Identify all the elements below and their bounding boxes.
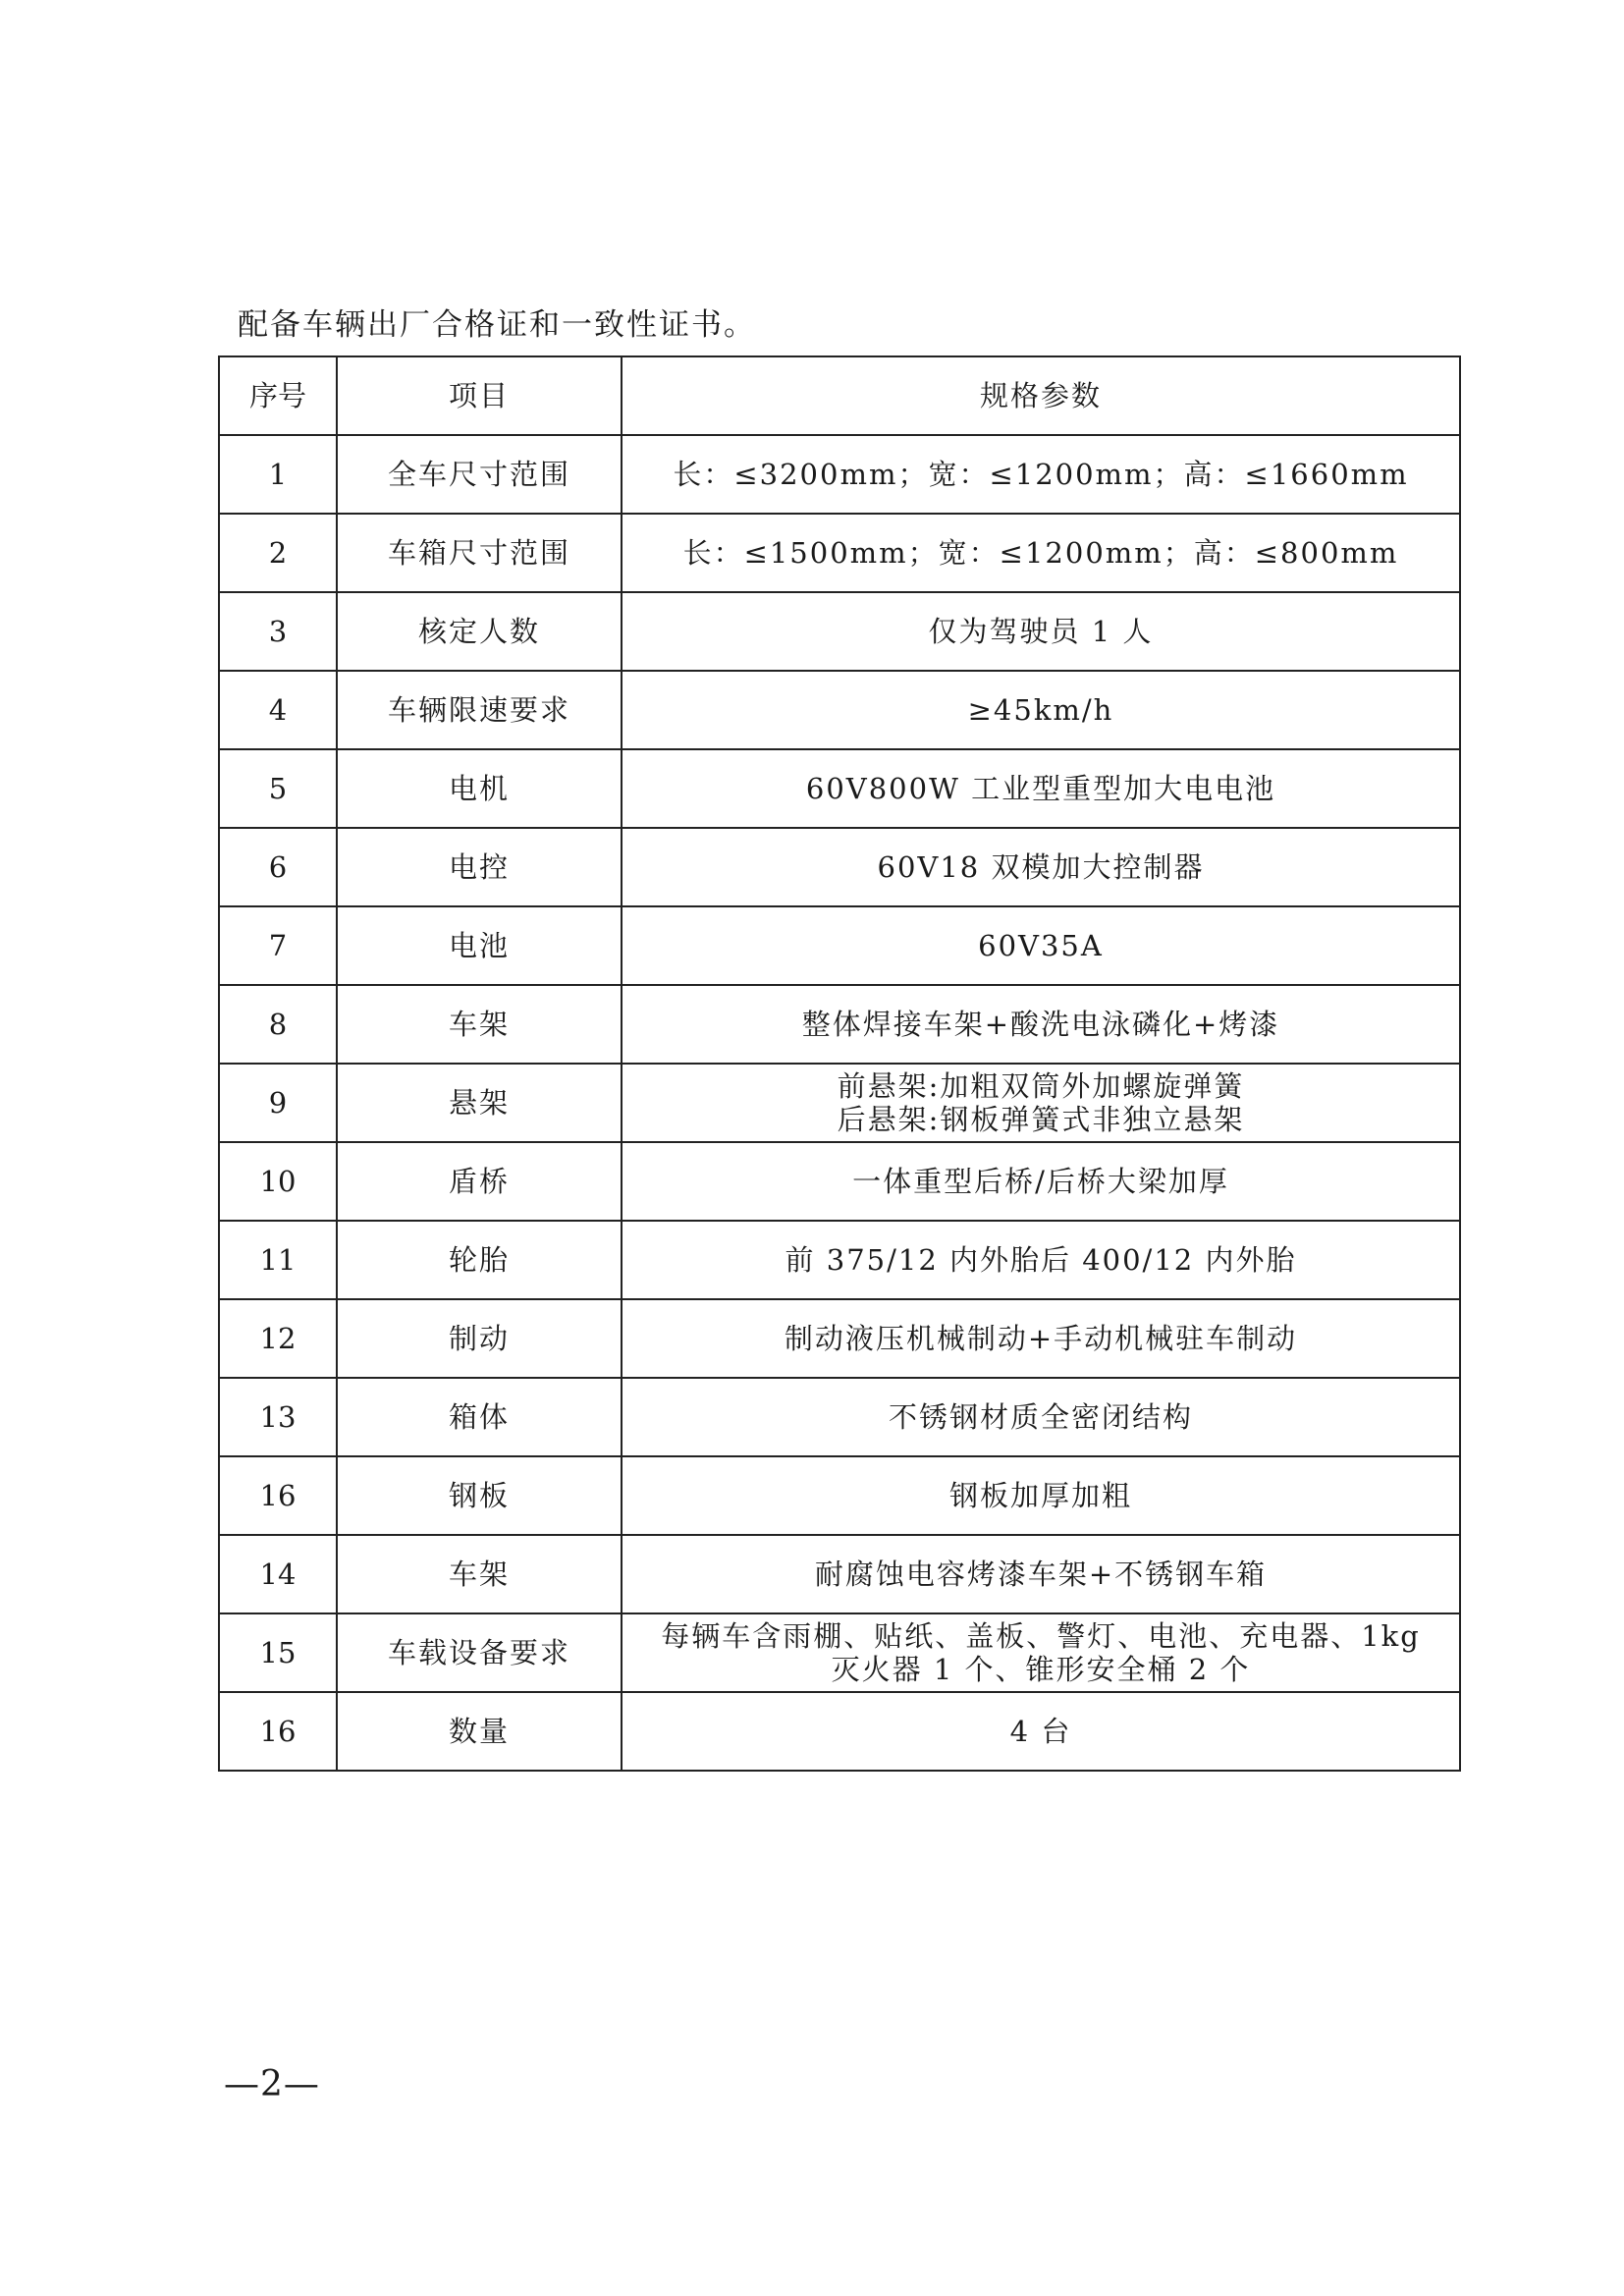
row-spec xyxy=(622,749,1460,828)
table-header-row xyxy=(219,356,1460,435)
row-number: 16 xyxy=(219,1456,337,1535)
header-item: 项目 xyxy=(337,356,622,435)
row-item: 箱体 xyxy=(337,1378,622,1456)
row-number: 4 xyxy=(219,671,337,749)
table-body xyxy=(219,435,1460,1771)
row-item: 车架 xyxy=(337,1535,622,1613)
row-item: 车载设备要求 xyxy=(337,1613,622,1692)
row-spec xyxy=(622,906,1460,985)
table-row xyxy=(219,1692,1460,1771)
spec-table xyxy=(218,355,1461,1772)
spec-line: 制动液压机械制动+手动机械驻车制动 xyxy=(784,1322,1298,1355)
intro-text: 配备车辆出厂合格证和一致性证书。 xyxy=(238,307,756,343)
row-spec xyxy=(622,1299,1460,1378)
row-spec xyxy=(622,592,1460,671)
row-number: 10 xyxy=(219,1142,337,1221)
page-number: —2— xyxy=(224,2064,320,2105)
table-row xyxy=(219,1142,1460,1221)
row-number: 11 xyxy=(219,1221,337,1299)
table-row xyxy=(219,749,1460,828)
table-row xyxy=(219,592,1460,671)
row-spec xyxy=(622,985,1460,1064)
spec-line: 60V800W 工业型重型加大电电池 xyxy=(805,772,1276,805)
row-item: 电机 xyxy=(337,749,622,828)
table-row xyxy=(219,1064,1460,1142)
row-spec xyxy=(622,1456,1460,1535)
row-spec xyxy=(622,1535,1460,1613)
row-item: 盾桥 xyxy=(337,1142,622,1221)
row-item: 电控 xyxy=(337,828,622,906)
spec-line: 耐腐蚀电容烤漆车架+不锈钢车箱 xyxy=(814,1558,1268,1591)
spec-line: 长：≤3200mm；宽：≤1200mm；高：≤1660mm xyxy=(673,458,1409,491)
spec-line: 钢板加厚加粗 xyxy=(948,1479,1132,1512)
row-number: 7 xyxy=(219,906,337,985)
table-row xyxy=(219,1456,1460,1535)
spec-line: 仅为驾驶员 1 人 xyxy=(928,615,1154,648)
spec-line: 60V35A xyxy=(978,929,1104,962)
spec-line: 每辆车含雨棚、贴纸、盖板、警灯、电池、充电器、1kg xyxy=(661,1619,1421,1653)
row-number: 8 xyxy=(219,985,337,1064)
header-no: 序号 xyxy=(219,356,337,435)
table-row xyxy=(219,1535,1460,1613)
spec-line: 后悬架:钢板弹簧式非独立悬架 xyxy=(837,1103,1245,1136)
row-spec xyxy=(622,1378,1460,1456)
spec-line: 不锈钢材质全密闭结构 xyxy=(888,1400,1193,1434)
spec-line: ≥45km/h xyxy=(967,693,1114,727)
row-number: 12 xyxy=(219,1299,337,1378)
table-row xyxy=(219,828,1460,906)
table-row xyxy=(219,906,1460,985)
row-item: 全车尺寸范围 xyxy=(337,435,622,514)
table-row xyxy=(219,985,1460,1064)
row-item: 车箱尺寸范围 xyxy=(337,514,622,592)
row-item: 车架 xyxy=(337,985,622,1064)
row-item: 钢板 xyxy=(337,1456,622,1535)
row-number: 1 xyxy=(219,435,337,514)
table-row xyxy=(219,1221,1460,1299)
row-item: 数量 xyxy=(337,1692,622,1771)
row-item: 核定人数 xyxy=(337,592,622,671)
row-number: 15 xyxy=(219,1613,337,1692)
row-spec xyxy=(622,1142,1460,1221)
spec-line: 60V18 双模加大控制器 xyxy=(877,850,1205,884)
row-number: 3 xyxy=(219,592,337,671)
row-item: 电池 xyxy=(337,906,622,985)
spec-line: 前 375/12 内外胎后 400/12 内外胎 xyxy=(785,1243,1297,1277)
row-number: 5 xyxy=(219,749,337,828)
row-number: 9 xyxy=(219,1064,337,1142)
table-row xyxy=(219,1378,1460,1456)
table-row xyxy=(219,514,1460,592)
spec-line: 前悬架:加粗双筒外加螺旋弹簧 xyxy=(837,1069,1245,1103)
spec-line: 一体重型后桥/后桥大梁加厚 xyxy=(852,1165,1229,1198)
row-item: 悬架 xyxy=(337,1064,622,1142)
row-number: 14 xyxy=(219,1535,337,1613)
row-number: 13 xyxy=(219,1378,337,1456)
row-item: 车辆限速要求 xyxy=(337,671,622,749)
spec-line: 4 台 xyxy=(1009,1715,1072,1748)
header-spec: 规格参数 xyxy=(622,356,1460,435)
row-spec xyxy=(622,514,1460,592)
row-spec xyxy=(622,1613,1460,1692)
row-spec xyxy=(622,435,1460,514)
row-number: 16 xyxy=(219,1692,337,1771)
spec-line: 灭火器 1 个、锥形安全桶 2 个 xyxy=(831,1653,1251,1686)
row-number: 2 xyxy=(219,514,337,592)
table-row xyxy=(219,671,1460,749)
row-spec xyxy=(622,671,1460,749)
spec-line: 长：≤1500mm；宽：≤1200mm；高：≤800mm xyxy=(682,536,1399,570)
row-spec xyxy=(622,828,1460,906)
row-spec xyxy=(622,1692,1460,1771)
row-number: 6 xyxy=(219,828,337,906)
row-item: 制动 xyxy=(337,1299,622,1378)
spec-line: 整体焊接车架+酸洗电泳磷化+烤漆 xyxy=(801,1008,1280,1041)
row-spec xyxy=(622,1221,1460,1299)
table-row xyxy=(219,435,1460,514)
row-spec xyxy=(622,1064,1460,1142)
row-item: 轮胎 xyxy=(337,1221,622,1299)
table-row xyxy=(219,1613,1460,1692)
table-row xyxy=(219,1299,1460,1378)
